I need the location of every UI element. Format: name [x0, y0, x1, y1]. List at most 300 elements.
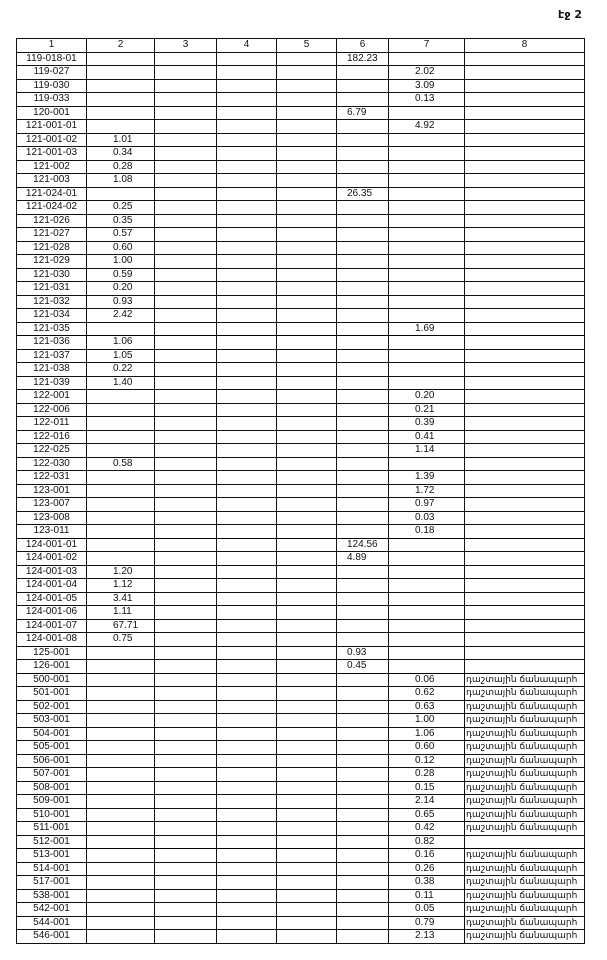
col7-value-cell [389, 336, 465, 350]
col5-value-cell [277, 714, 337, 728]
parcel-code-cell: 124-001-05 [17, 592, 87, 606]
note-cell [465, 835, 585, 849]
col3-value-cell [155, 309, 217, 323]
col5-value-cell [277, 417, 337, 431]
parcel-code-cell: 517-001 [17, 876, 87, 890]
col5-value-cell [277, 646, 337, 660]
col2-value-cell [87, 687, 155, 701]
parcel-code-cell: 124-001-04 [17, 579, 87, 593]
col5-value-cell [277, 795, 337, 809]
col5-value-cell [277, 187, 337, 201]
col4-value-cell [217, 619, 277, 633]
note-cell [465, 498, 585, 512]
col7-value-cell: 0.28 [389, 768, 465, 782]
col2-value-cell [87, 930, 155, 944]
col6-value-cell [337, 309, 389, 323]
col6-value-cell [337, 160, 389, 174]
col6-value-cell [337, 363, 389, 377]
note-cell [465, 363, 585, 377]
col4-value-cell [217, 147, 277, 161]
note-cell: դաշտային ճանապարհ [465, 876, 585, 890]
note-cell [465, 444, 585, 458]
parcel-code-cell: 508-001 [17, 781, 87, 795]
col4-value-cell [217, 768, 277, 782]
col4-value-cell [217, 795, 277, 809]
col2-value-cell [87, 484, 155, 498]
col5-value-cell [277, 430, 337, 444]
col4-value-cell [217, 849, 277, 863]
parcel-code-cell: 122-025 [17, 444, 87, 458]
col4-value-cell [217, 889, 277, 903]
note-cell: դաշտային ճանապարհ [465, 916, 585, 930]
col3-value-cell [155, 471, 217, 485]
parcel-code-cell: 121-027 [17, 228, 87, 242]
col3-value-cell [155, 579, 217, 593]
col5-value-cell [277, 525, 337, 539]
col5-value-cell [277, 93, 337, 107]
col6-value-cell [337, 214, 389, 228]
table-row [17, 201, 585, 215]
note-cell [465, 322, 585, 336]
col4-value-cell [217, 309, 277, 323]
col5-value-cell [277, 349, 337, 363]
parcel-code-cell: 121-031 [17, 282, 87, 296]
col7-value-cell: 0.18 [389, 525, 465, 539]
col3-value-cell [155, 147, 217, 161]
col7-value-cell: 2.02 [389, 66, 465, 80]
col5-value-cell [277, 133, 337, 147]
col7-value-cell [389, 255, 465, 269]
col6-value-cell [337, 633, 389, 647]
col2-value-cell [87, 525, 155, 539]
table-row [17, 430, 585, 444]
col7-value-cell [389, 147, 465, 161]
col6-value-cell [337, 903, 389, 917]
col6-value-cell: 0.45 [337, 660, 389, 674]
col5-value-cell [277, 930, 337, 944]
col7-value-cell [389, 376, 465, 390]
col5-value-cell [277, 174, 337, 188]
col7-value-cell [389, 660, 465, 674]
col3-value-cell [155, 120, 217, 134]
parcel-code-cell: 501-001 [17, 687, 87, 701]
parcel-code-cell: 124-001-01 [17, 538, 87, 552]
col6-value-cell [337, 282, 389, 296]
col7-value-cell [389, 201, 465, 215]
col4-value-cell [217, 349, 277, 363]
col4-value-cell [217, 835, 277, 849]
col7-value-cell [389, 160, 465, 174]
note-cell: դաշտային ճանապարհ [465, 781, 585, 795]
parcel-code-cell: 119-030 [17, 79, 87, 93]
col5-value-cell [277, 147, 337, 161]
page-number-label: էջ 2 [558, 8, 582, 21]
parcel-code-cell: 121-024-02 [17, 201, 87, 215]
table-row [17, 876, 585, 890]
note-cell [465, 579, 585, 593]
col2-value-cell [87, 403, 155, 417]
col5-value-cell [277, 808, 337, 822]
col5-value-cell [277, 592, 337, 606]
table-row [17, 498, 585, 512]
col2-value-cell: 1.01 [87, 133, 155, 147]
col3-value-cell [155, 282, 217, 296]
col6-value-cell: 26.35 [337, 187, 389, 201]
table-row [17, 255, 585, 269]
col5-value-cell [277, 754, 337, 768]
col2-value-cell: 0.35 [87, 214, 155, 228]
col6-value-cell [337, 201, 389, 215]
parcel-code-cell: 121-024-01 [17, 187, 87, 201]
col2-value-cell: 3.41 [87, 592, 155, 606]
table-row [17, 687, 585, 701]
col5-value-cell [277, 633, 337, 647]
note-cell [465, 646, 585, 660]
col6-value-cell [337, 511, 389, 525]
col3-value-cell [155, 687, 217, 701]
col2-value-cell [87, 768, 155, 782]
col5-value-cell [277, 390, 337, 404]
col3-value-cell [155, 79, 217, 93]
col5-value-cell [277, 471, 337, 485]
column-header: 3 [155, 39, 217, 53]
col2-value-cell [87, 79, 155, 93]
col3-value-cell [155, 754, 217, 768]
col3-value-cell [155, 268, 217, 282]
col3-value-cell [155, 930, 217, 944]
note-cell [465, 565, 585, 579]
col2-value-cell: 1.05 [87, 349, 155, 363]
col2-value-cell: 1.11 [87, 606, 155, 620]
note-cell [465, 390, 585, 404]
column-header: 5 [277, 39, 337, 53]
table-row [17, 619, 585, 633]
col3-value-cell [155, 133, 217, 147]
col4-value-cell [217, 754, 277, 768]
col7-value-cell: 0.20 [389, 390, 465, 404]
col6-value-cell [337, 606, 389, 620]
col6-value-cell [337, 525, 389, 539]
col2-value-cell: 1.06 [87, 336, 155, 350]
table-row [17, 322, 585, 336]
col4-value-cell [217, 916, 277, 930]
col6-value-cell [337, 417, 389, 431]
parcel-code-cell: 511-001 [17, 822, 87, 836]
note-cell [465, 606, 585, 620]
col3-value-cell [155, 903, 217, 917]
col4-value-cell [217, 633, 277, 647]
col4-value-cell [217, 673, 277, 687]
col4-value-cell [217, 322, 277, 336]
col2-value-cell [87, 741, 155, 755]
table-row [17, 606, 585, 620]
parcel-code-cell: 120-001 [17, 106, 87, 120]
parcel-code-cell: 125-001 [17, 646, 87, 660]
note-cell: դաշտային ճանապարհ [465, 903, 585, 917]
col4-value-cell [217, 268, 277, 282]
col6-value-cell: 0.93 [337, 646, 389, 660]
col5-value-cell [277, 336, 337, 350]
col4-value-cell [217, 498, 277, 512]
parcel-code-cell: 123-007 [17, 498, 87, 512]
col5-value-cell [277, 741, 337, 755]
table-row [17, 268, 585, 282]
col3-value-cell [155, 876, 217, 890]
note-cell [465, 417, 585, 431]
col6-value-cell [337, 687, 389, 701]
col4-value-cell [217, 363, 277, 377]
col6-value-cell [337, 592, 389, 606]
col3-value-cell [155, 430, 217, 444]
col7-value-cell: 0.82 [389, 835, 465, 849]
col7-value-cell: 0.39 [389, 417, 465, 431]
note-cell: դաշտային ճանապարհ [465, 687, 585, 701]
col2-value-cell [87, 390, 155, 404]
parcel-code-cell: 509-001 [17, 795, 87, 809]
parcel-code-cell: 122-031 [17, 471, 87, 485]
col6-value-cell [337, 268, 389, 282]
col5-value-cell [277, 160, 337, 174]
col5-value-cell [277, 781, 337, 795]
table-row [17, 241, 585, 255]
table-row [17, 444, 585, 458]
col5-value-cell [277, 916, 337, 930]
note-cell: դաշտային ճանապարհ [465, 822, 585, 836]
parcel-code-cell: 514-001 [17, 862, 87, 876]
note-cell: դաշտային ճանապարհ [465, 889, 585, 903]
col4-value-cell [217, 538, 277, 552]
col3-value-cell [155, 457, 217, 471]
col6-value-cell [337, 376, 389, 390]
col3-value-cell [155, 592, 217, 606]
col3-value-cell [155, 363, 217, 377]
table-row [17, 457, 585, 471]
parcel-code-cell: 500-001 [17, 673, 87, 687]
table-row [17, 660, 585, 674]
col6-value-cell [337, 133, 389, 147]
col7-value-cell [389, 552, 465, 566]
col3-value-cell [155, 822, 217, 836]
note-cell: դաշտային ճանապարհ [465, 741, 585, 755]
table-row [17, 376, 585, 390]
table-row [17, 336, 585, 350]
note-cell [465, 484, 585, 498]
table-row [17, 646, 585, 660]
parcel-code-cell: 119-027 [17, 66, 87, 80]
col4-value-cell [217, 93, 277, 107]
col7-value-cell [389, 241, 465, 255]
parcel-code-cell: 121-001-02 [17, 133, 87, 147]
col7-value-cell: 0.16 [389, 849, 465, 863]
col5-value-cell [277, 511, 337, 525]
col3-value-cell [155, 741, 217, 755]
parcel-code-cell: 121-034 [17, 309, 87, 323]
table-row [17, 403, 585, 417]
note-cell: դաշտային ճանապարհ [465, 714, 585, 728]
note-cell [465, 147, 585, 161]
col6-value-cell [337, 241, 389, 255]
col5-value-cell [277, 700, 337, 714]
col7-value-cell [389, 106, 465, 120]
col6-value-cell [337, 228, 389, 242]
col5-value-cell [277, 79, 337, 93]
col5-value-cell [277, 498, 337, 512]
col3-value-cell [155, 849, 217, 863]
col3-value-cell [155, 417, 217, 431]
col3-value-cell [155, 187, 217, 201]
column-header: 8 [465, 39, 585, 53]
col5-value-cell [277, 376, 337, 390]
col5-value-cell [277, 862, 337, 876]
note-cell [465, 633, 585, 647]
table-row [17, 592, 585, 606]
col4-value-cell [217, 187, 277, 201]
col7-value-cell [389, 606, 465, 620]
col3-value-cell [155, 376, 217, 390]
col2-value-cell: 1.08 [87, 174, 155, 188]
parcel-code-cell: 124-001-08 [17, 633, 87, 647]
col6-value-cell: 6.79 [337, 106, 389, 120]
col6-value-cell [337, 336, 389, 350]
col5-value-cell [277, 457, 337, 471]
table-row [17, 93, 585, 107]
table-row [17, 700, 585, 714]
table-row [17, 106, 585, 120]
note-cell [465, 66, 585, 80]
col4-value-cell [217, 282, 277, 296]
table-row [17, 511, 585, 525]
col3-value-cell [155, 214, 217, 228]
col6-value-cell [337, 498, 389, 512]
col7-value-cell [389, 538, 465, 552]
col6-value-cell [337, 471, 389, 485]
table-row [17, 66, 585, 80]
col7-value-cell: 0.12 [389, 754, 465, 768]
parcel-code-cell: 544-001 [17, 916, 87, 930]
col2-value-cell: 0.28 [87, 160, 155, 174]
note-cell [465, 187, 585, 201]
col6-value-cell [337, 444, 389, 458]
note-cell: դաշտային ճանապարհ [465, 700, 585, 714]
col7-value-cell: 0.03 [389, 511, 465, 525]
col4-value-cell [217, 390, 277, 404]
col4-value-cell [217, 646, 277, 660]
col7-value-cell [389, 565, 465, 579]
col7-value-cell [389, 228, 465, 242]
col4-value-cell [217, 457, 277, 471]
col7-value-cell: 0.11 [389, 889, 465, 903]
table-row [17, 174, 585, 188]
table-row [17, 795, 585, 809]
col6-value-cell [337, 579, 389, 593]
parcel-code-cell: 123-001 [17, 484, 87, 498]
col4-value-cell [217, 417, 277, 431]
parcel-code-cell: 124-001-07 [17, 619, 87, 633]
col2-value-cell: 2.42 [87, 309, 155, 323]
col2-value-cell [87, 538, 155, 552]
table-row [17, 214, 585, 228]
col3-value-cell [155, 889, 217, 903]
col3-value-cell [155, 525, 217, 539]
land-parcel-table [16, 38, 585, 944]
col3-value-cell [155, 606, 217, 620]
parcel-code-cell: 124-001-03 [17, 565, 87, 579]
col7-value-cell: 1.00 [389, 714, 465, 728]
table-row [17, 930, 585, 944]
table-row [17, 822, 585, 836]
col6-value-cell [337, 754, 389, 768]
col7-value-cell [389, 282, 465, 296]
col5-value-cell [277, 538, 337, 552]
col3-value-cell [155, 403, 217, 417]
col7-value-cell [389, 592, 465, 606]
col4-value-cell [217, 876, 277, 890]
col7-value-cell: 1.72 [389, 484, 465, 498]
col4-value-cell [217, 403, 277, 417]
note-cell [465, 133, 585, 147]
col2-value-cell [87, 430, 155, 444]
table-row [17, 781, 585, 795]
col2-value-cell: 1.20 [87, 565, 155, 579]
col6-value-cell [337, 349, 389, 363]
note-cell [465, 660, 585, 674]
note-cell [465, 174, 585, 188]
col4-value-cell [217, 133, 277, 147]
col5-value-cell [277, 201, 337, 215]
parcel-code-cell: 502-001 [17, 700, 87, 714]
note-cell [465, 295, 585, 309]
col2-value-cell [87, 52, 155, 66]
col5-value-cell [277, 619, 337, 633]
col4-value-cell [217, 295, 277, 309]
col4-value-cell [217, 120, 277, 134]
col2-value-cell [87, 781, 155, 795]
col7-value-cell: 3.09 [389, 79, 465, 93]
note-cell [465, 120, 585, 134]
parcel-code-cell: 121-037 [17, 349, 87, 363]
col5-value-cell [277, 106, 337, 120]
note-cell: դաշտային ճանապարհ [465, 862, 585, 876]
col2-value-cell [87, 93, 155, 107]
col2-value-cell [87, 862, 155, 876]
col6-value-cell [337, 768, 389, 782]
col7-value-cell [389, 133, 465, 147]
col6-value-cell [337, 390, 389, 404]
note-cell: դաշտային ճանապարհ [465, 768, 585, 782]
col4-value-cell [217, 579, 277, 593]
parcel-code-cell: 119-033 [17, 93, 87, 107]
note-cell [465, 282, 585, 296]
parcel-code-cell: 121-030 [17, 268, 87, 282]
col3-value-cell [155, 484, 217, 498]
col4-value-cell [217, 484, 277, 498]
col6-value-cell [337, 457, 389, 471]
col2-value-cell: 0.57 [87, 228, 155, 242]
col2-value-cell [87, 714, 155, 728]
note-cell [465, 93, 585, 107]
col3-value-cell [155, 633, 217, 647]
parcel-code-cell: 126-001 [17, 660, 87, 674]
col4-value-cell [217, 822, 277, 836]
col4-value-cell [217, 660, 277, 674]
col6-value-cell [337, 565, 389, 579]
col7-value-cell [389, 349, 465, 363]
parcel-code-cell: 122-016 [17, 430, 87, 444]
col3-value-cell [155, 201, 217, 215]
col3-value-cell [155, 511, 217, 525]
col6-value-cell: 4.89 [337, 552, 389, 566]
parcel-code-cell: 512-001 [17, 835, 87, 849]
